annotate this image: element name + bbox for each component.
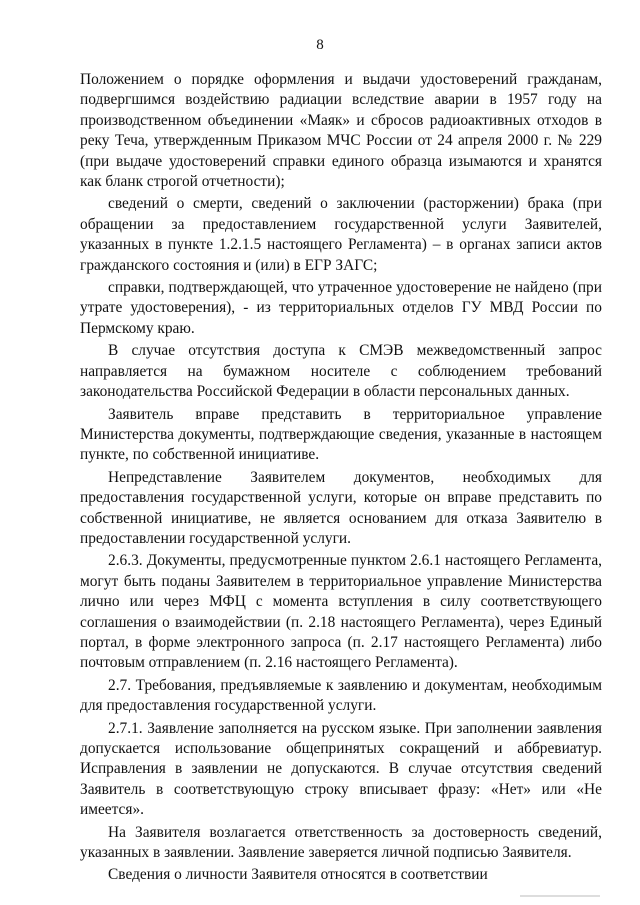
paragraph-2-6-3: 2.6.3. Документы, предусмотренные пунктом 2.6.1 настоящего Регламента, могут быть поданы Заявителем в территориальное управление Министерства лично или через МФЦ с момента вступления в силу соответствующего соглашения о взаимодействии (п. 2.18 настоящего Регламента), через Единый портал, в форме электронного запроса (п. 2.17 настоящего Регламента) либо почтовым отправлением (п. 2.16 настоящего Регламента).	[80, 552, 602, 672]
paragraph-personal-info: Сведения о личности Заявителя относятся в соответствии	[108, 866, 488, 884]
paragraph-smev-request: В случае отсутствия доступа к СМЭВ межведомственный запрос направляется на бумажном носителе с соблюдением требований законодательства Российской Федерации в области персональных данных.	[80, 342, 602, 401]
paragraph-regulation-reference: Положением о порядке оформления и выдачи удостоверений гражданам, подвергшимся воздействию радиации вследствие аварии в 1957 году на производственном объединении «Маяк» и сбросов радиоактивных отходов в реку Теча, утвержденным Приказом МЧС России от 24 апреля 2000 г. № 229 (при выдаче удостоверений справки единого образца изымаются и хранятся как бланк строгой отчетности);	[80, 71, 602, 191]
page-number: 8	[316, 37, 324, 53]
document-body	[80, 70, 602, 886]
paragraph-death-marriage-info: сведений о смерти, сведений о заключении (расторжении) брака (при обращении за предоставлением государственной услуги Заявителей, указанных в пункте 1.2.1.5 настоящего Регламента) – в органах записи актов гражданского состояния и (или) в ЕГР ЗАГС;	[80, 195, 602, 274]
paragraph-lost-certificate: справки, подтверждающей, что утраченное удостоверение не найдено (при утрате удостоверения), - из территориальных отделов ГУ МВД России по Пермскому краю.	[80, 279, 602, 337]
paragraph-non-submission: Непредставление Заявителем документов, необходимых для предоставления государственной услуги, которые он вправе представить по собственной инициативе, не является основанием для отказа Заявителю в предоставлении государственной услуги.	[80, 468, 602, 547]
paragraph-2-7-1: 2.7.1. Заявление заполняется на русском языке. При заполнении заявления допускается использование общепринятых сокращений и аббревиатур. Исправления в заявлении не допускаются. В случае отсутствия сведений Заявитель в соответствующую строку вписывает фразу: «Нет» или «Не имеется».	[80, 719, 602, 819]
paragraph-responsibility: На Заявителя возлагается ответственность за достоверность сведений, указанных в заявлении. Заявление заверяется личной подписью Заявителя.	[80, 823, 602, 862]
paragraph-2-7: 2.7. Требования, предъявляемые к заявлению и документам, необходимым для предоставления государственной услуги.	[80, 676, 602, 715]
paragraph-applicant-right: Заявитель вправе представить в территориальное управление Министерства документы, подтверждающие сведения, указанные в настоящем пункте, по собственной инициативе.	[80, 405, 602, 464]
scan-artifact	[520, 895, 600, 897]
